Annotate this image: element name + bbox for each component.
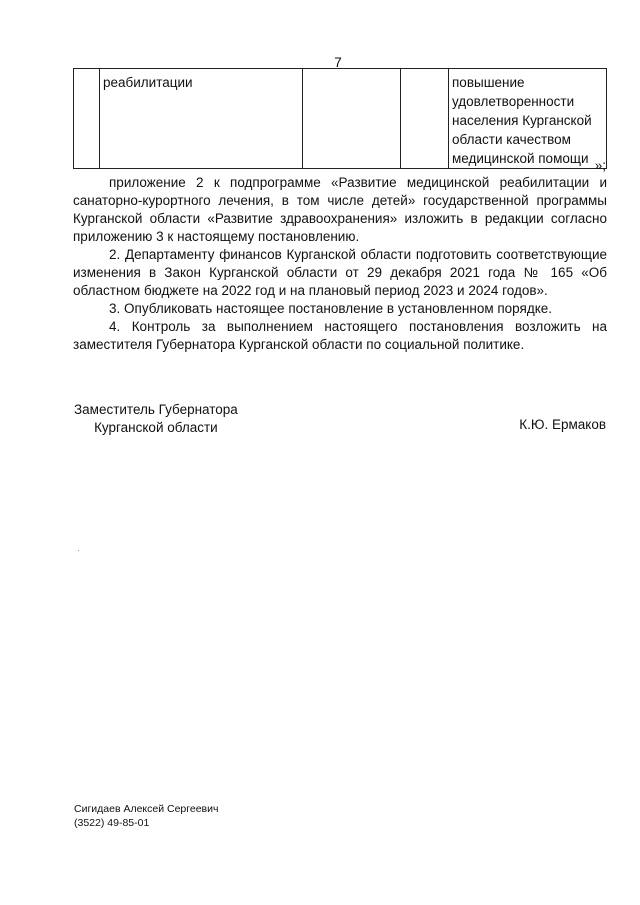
scan-speck <box>78 550 79 551</box>
table-fragment <box>73 68 607 169</box>
paragraph: 2. Департаменту финансов Курганской области подготовить соответствующие изменения в Закон Курганской области от 29 декабря 2021 года № 165 «Об областном бюджете на 2022 год и на плановый период 2023 и 2024 годов». <box>73 247 607 298</box>
signatory-title <box>74 401 238 437</box>
contact-block <box>74 802 218 830</box>
contact-phone: (3522) 49-85-01 <box>74 817 150 829</box>
closing-quote: »; <box>594 158 606 173</box>
table-cell <box>303 69 401 169</box>
table-cell <box>401 69 449 169</box>
paragraph: 3. Опубликовать настоящее постановление в установленном порядке. <box>109 301 553 316</box>
table-row <box>74 69 607 169</box>
paragraph: приложение 2 к подпрограмме «Развитие медицинской реабилитации и санаторно-курортного лечения, в том числе детей» государственной программы Курганской области «Развитие здравоохранения» изложить в редакции согласно приложению 3 к настоящему постановлению. <box>73 175 607 244</box>
signatory-title-line: Заместитель Губернатора <box>74 402 238 417</box>
contact-name: Сигидаев Алексей Сергеевич <box>74 803 219 815</box>
table-cell: реабилитации <box>100 69 303 169</box>
signatory-title-line: Курганской области <box>94 420 218 435</box>
page-number: 7 <box>334 55 342 70</box>
body-text <box>73 174 607 354</box>
table-cell <box>74 69 100 169</box>
table-cell: повышение удовлетворенности населения Курганской области качеством медицинской помощи <box>449 69 607 169</box>
paragraph: 4. Контроль за выполнением настоящего постановления возложить на заместителя Губернатора Курганской области по социальной политике. <box>73 319 607 352</box>
signatory-name: К.Ю. Ермаков <box>519 417 606 432</box>
